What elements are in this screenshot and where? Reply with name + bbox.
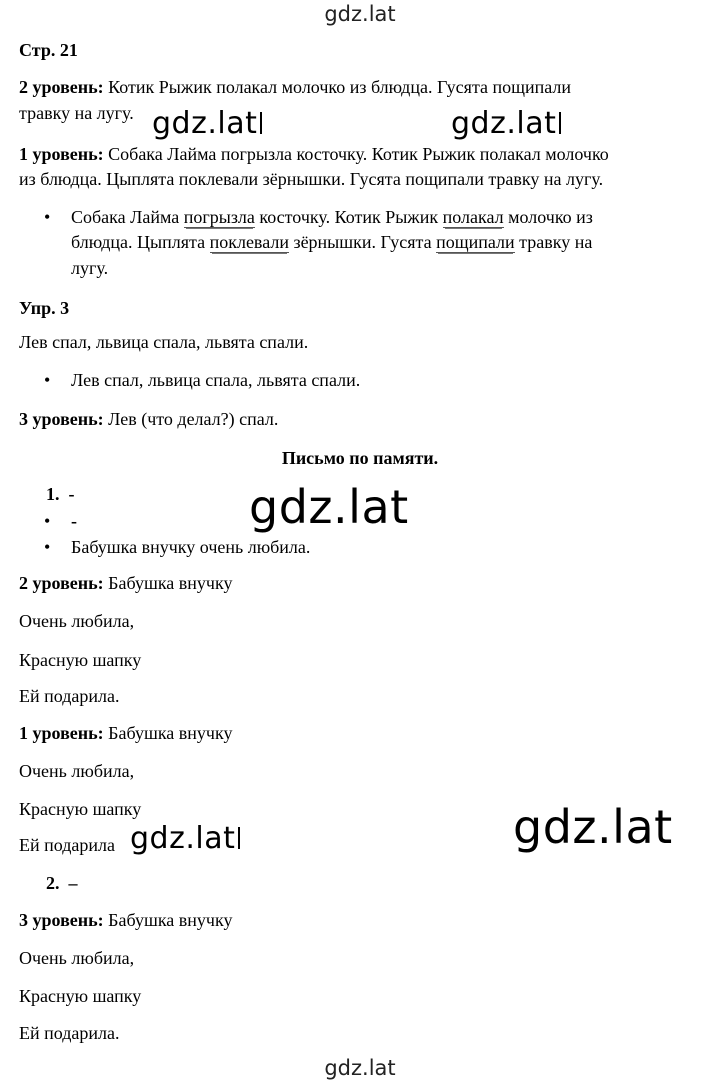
watermark-inline-1: gdz.lat	[152, 106, 262, 141]
watermark-large-2: gdz.lat	[513, 800, 673, 854]
poem-l1-line3: Красную шапку	[19, 799, 142, 819]
watermark-bottom: gdz.lat	[324, 1056, 396, 1080]
poem-l2-line2: Очень любила,	[19, 611, 135, 631]
watermark-inline-2: gdz.lat	[451, 106, 561, 141]
poem-l3-line2: Очень любила,	[19, 948, 135, 968]
poem-l3-line3: Красную шапку	[19, 986, 142, 1006]
poem-l2-line1: 2 уровень: Бабушка внучку	[19, 573, 233, 593]
exercise-heading: Упр. 3	[19, 298, 70, 318]
poem-l1-line2: Очень любила,	[19, 761, 135, 781]
verb-underline: полакал	[442, 207, 504, 227]
exercise-bullet: • Лев спал, львица спала, львята спали.	[71, 368, 360, 392]
bullet-line3: лугу.	[71, 258, 109, 278]
exercise-text: Лев спал, львица спала, львята спали.	[19, 332, 309, 352]
exercise-level3: 3 уровень: Лев (что делал?) спал.	[19, 409, 279, 429]
bullet-line1: • Собака Лайма погрызла косточку. Котик Рыжик полакал молочко из	[71, 205, 593, 229]
memory-bullet-dash: • -	[71, 509, 77, 533]
verb-underline: пощипали	[436, 232, 515, 252]
page-heading: Стр. 21	[19, 40, 78, 60]
memory-item1: 1. -	[46, 484, 75, 504]
poem-l2-line3: Красную шапку	[19, 650, 142, 670]
level1-line1: 1 уровень: Собака Лайма погрызла косточку. Котик Рыжик полакал молочко	[19, 144, 609, 164]
memory-item2: 2. –	[46, 873, 78, 893]
bullet-line2: блюдца. Цыплята поклевали зёрнышки. Гусята пощипали травку на	[71, 232, 593, 252]
verb-underline: погрызла	[183, 207, 255, 227]
poem-l2-line4: Ей подарила.	[19, 686, 120, 706]
level2-line2: травку на лугу.	[19, 103, 134, 123]
watermark-large-1: gdz.lat	[249, 480, 409, 534]
watermark-inline-3: gdz.lat	[130, 821, 240, 856]
poem-l1-line4: Ей подарила	[19, 835, 115, 855]
poem-l3-line1: 3 уровень: Бабушка внучку	[19, 910, 233, 930]
verb-underline: поклевали	[209, 232, 289, 252]
memory-bullet-text: • Бабушка внучку очень любила.	[71, 535, 310, 559]
memory-heading: Письмо по памяти.	[281, 448, 439, 468]
level1-line2: из блюдца. Цыплята поклевали зёрнышки. Гусята пощипали травку на лугу.	[19, 169, 604, 189]
poem-l1-line1: 1 уровень: Бабушка внучку	[19, 723, 233, 743]
poem-l3-line4: Ей подарила.	[19, 1023, 120, 1043]
level2-line1: 2 уровень: Котик Рыжик полакал молочко из блюдца. Гусята пощипали	[19, 77, 572, 97]
watermark-top: gdz.lat	[324, 2, 396, 26]
